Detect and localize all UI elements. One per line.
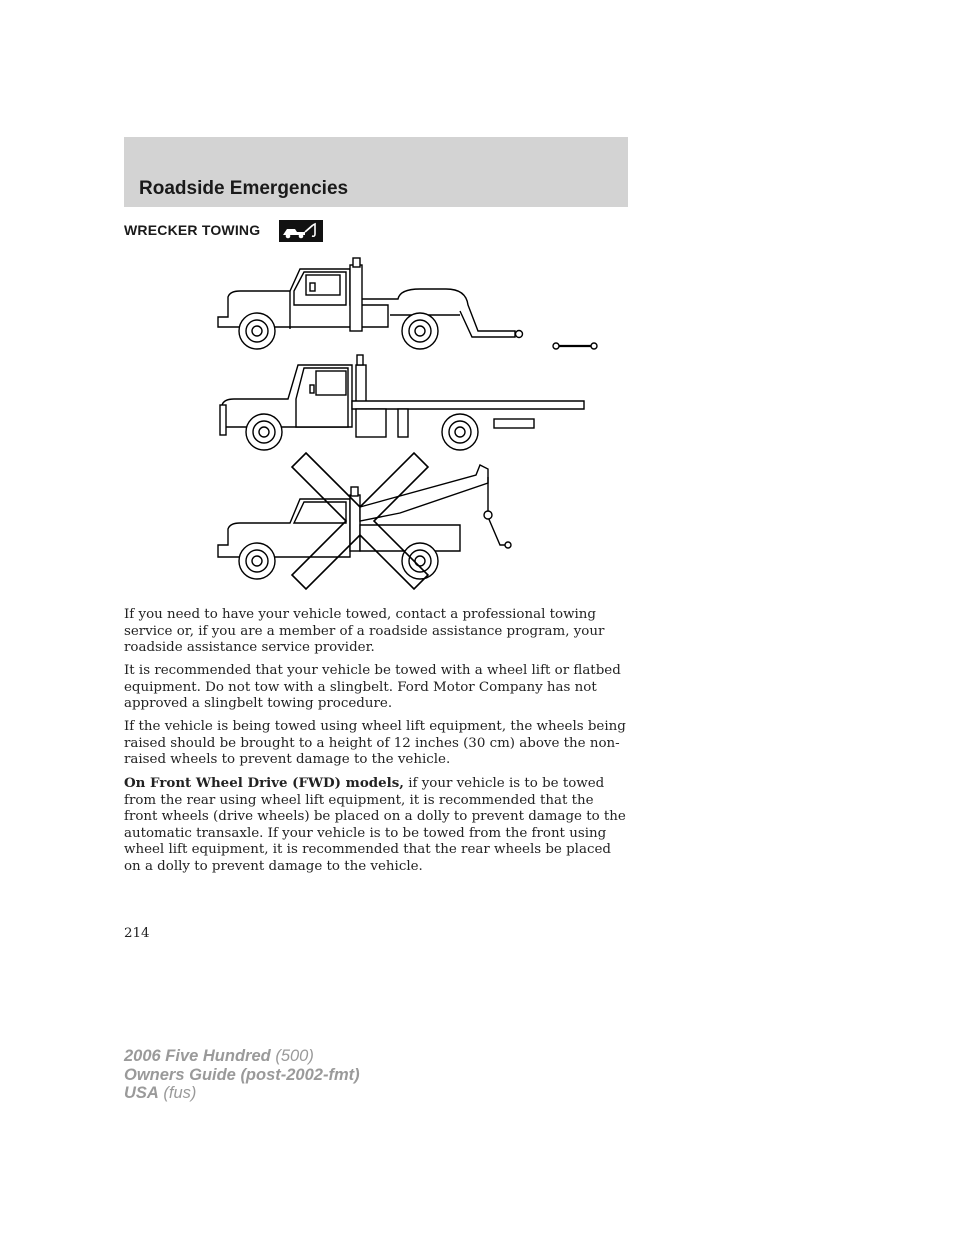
- footer-line-guide: [124, 1066, 360, 1085]
- footer-model: 2006 Five Hundred: [124, 1047, 271, 1065]
- footer-line-model: [124, 1047, 360, 1066]
- footer-market-code: (fus): [158, 1084, 197, 1102]
- tow-truck-icon: [279, 220, 323, 242]
- footer-guide: Owners Guide (post-2002-fmt): [124, 1065, 360, 1084]
- footer-line-market: [124, 1084, 360, 1103]
- slingbelt-tow-truck-crossed-out: [218, 453, 511, 589]
- footer-model-code: (500): [270, 1047, 314, 1065]
- paragraph-wheel-lift-height: If the vehicle is being towed using wheel lift equipment, the wheels being raised should be brought to a height of 12 inches (30 cm) above the non-raised wheels to prevent damage to the vehicle.: [124, 719, 626, 767]
- towing-illustration: [210, 255, 610, 595]
- paragraph-towing-service: If you need to have your vehicle towed, contact a professional towing service or, if you are a member of a roadside assistance program, your roadside assistance service provider.: [124, 607, 605, 655]
- fwd-models-lead: On Front Wheel Drive (FWD) models,: [124, 775, 404, 791]
- footer-market: USA: [124, 1084, 159, 1102]
- page-number: 214: [124, 926, 150, 941]
- wheel-lift-tow-truck: [218, 258, 597, 349]
- subheading: WRECKER TOWING: [124, 222, 261, 238]
- flatbed-tow-truck: [220, 355, 584, 450]
- fwd-models-text: if your vehicle is to be towed from the rear using wheel lift equipment, it is recommended that the front wheels (drive wheels) be placed on a dolly to prevent damage to the automatic transaxle. If your vehicle is to be towed from the front using wheel lift equipment, it is recommended that the rear wheels be placed on a dolly to prevent damage to the vehicle.: [124, 776, 626, 874]
- body-text: [124, 607, 630, 882]
- section-title: Roadside Emergencies: [139, 178, 349, 199]
- paragraph-fwd-models: [124, 775, 630, 875]
- footer: [124, 1047, 360, 1103]
- paragraph-recommended-equipment: It is recommended that your vehicle be towed with a wheel lift or flatbed equipment. Do not tow with a slingbelt. Ford Motor Company has not approved a slingbelt towing procedure.: [124, 663, 621, 711]
